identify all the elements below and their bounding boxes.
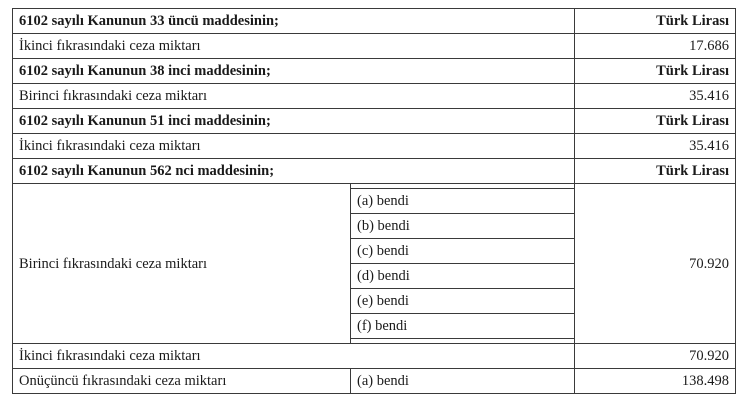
article-38-header-row bbox=[13, 59, 736, 84]
article-562-first-paragraph-amount: 70.920 bbox=[575, 184, 736, 344]
clause-f: (f) bendi bbox=[351, 314, 575, 339]
article-33-amount: 17.686 bbox=[575, 34, 736, 59]
article-33-row bbox=[13, 34, 736, 59]
article-51-label: İkinci fıkrasındaki ceza miktarı bbox=[13, 134, 575, 159]
clause-c: (c) bendi bbox=[351, 239, 575, 264]
article-562-thirteenth-paragraph-amount: 138.498 bbox=[575, 369, 736, 394]
article-562-thirteenth-paragraph-row bbox=[13, 369, 736, 394]
article-562-thirteenth-paragraph-clause: (a) bendi bbox=[351, 369, 575, 394]
article-33-header-row bbox=[13, 9, 736, 34]
clause-e: (e) bendi bbox=[351, 289, 575, 314]
article-33-label: İkinci fıkrasındaki ceza miktarı bbox=[13, 34, 575, 59]
clause-a: (a) bendi bbox=[351, 189, 575, 214]
article-562-heading: 6102 sayılı Kanunun 562 nci maddesinin; bbox=[13, 159, 575, 184]
article-562-header-row bbox=[13, 159, 736, 184]
penalty-table-container bbox=[12, 8, 736, 394]
article-562-second-paragraph-row bbox=[13, 344, 736, 369]
article-562-first-paragraph-label: Birinci fıkrasındaki ceza miktarı bbox=[13, 184, 351, 344]
article-562-currency: Türk Lirası bbox=[575, 159, 736, 184]
article-38-label: Birinci fıkrasındaki ceza miktarı bbox=[13, 84, 575, 109]
article-33-heading: 6102 sayılı Kanunun 33 üncü maddesinin; bbox=[13, 9, 575, 34]
article-51-heading: 6102 sayılı Kanunun 51 inci maddesinin; bbox=[13, 109, 575, 134]
article-51-header-row bbox=[13, 109, 736, 134]
article-38-currency: Türk Lirası bbox=[575, 59, 736, 84]
clause-d: (d) bendi bbox=[351, 264, 575, 289]
clause-b: (b) bendi bbox=[351, 214, 575, 239]
article-33-currency: Türk Lirası bbox=[575, 9, 736, 34]
article-562-thirteenth-paragraph-label: Onüçüncü fıkrasındaki ceza miktarı bbox=[13, 369, 351, 394]
article-562-second-paragraph-amount: 70.920 bbox=[575, 344, 736, 369]
article-38-amount: 35.416 bbox=[575, 84, 736, 109]
article-51-amount: 35.416 bbox=[575, 134, 736, 159]
article-38-heading: 6102 sayılı Kanunun 38 inci maddesinin; bbox=[13, 59, 575, 84]
article-51-currency: Türk Lirası bbox=[575, 109, 736, 134]
article-38-row bbox=[13, 84, 736, 109]
article-51-row bbox=[13, 134, 736, 159]
penalty-table bbox=[12, 8, 736, 394]
article-562-second-paragraph-label: İkinci fıkrasındaki ceza miktarı bbox=[13, 344, 575, 369]
